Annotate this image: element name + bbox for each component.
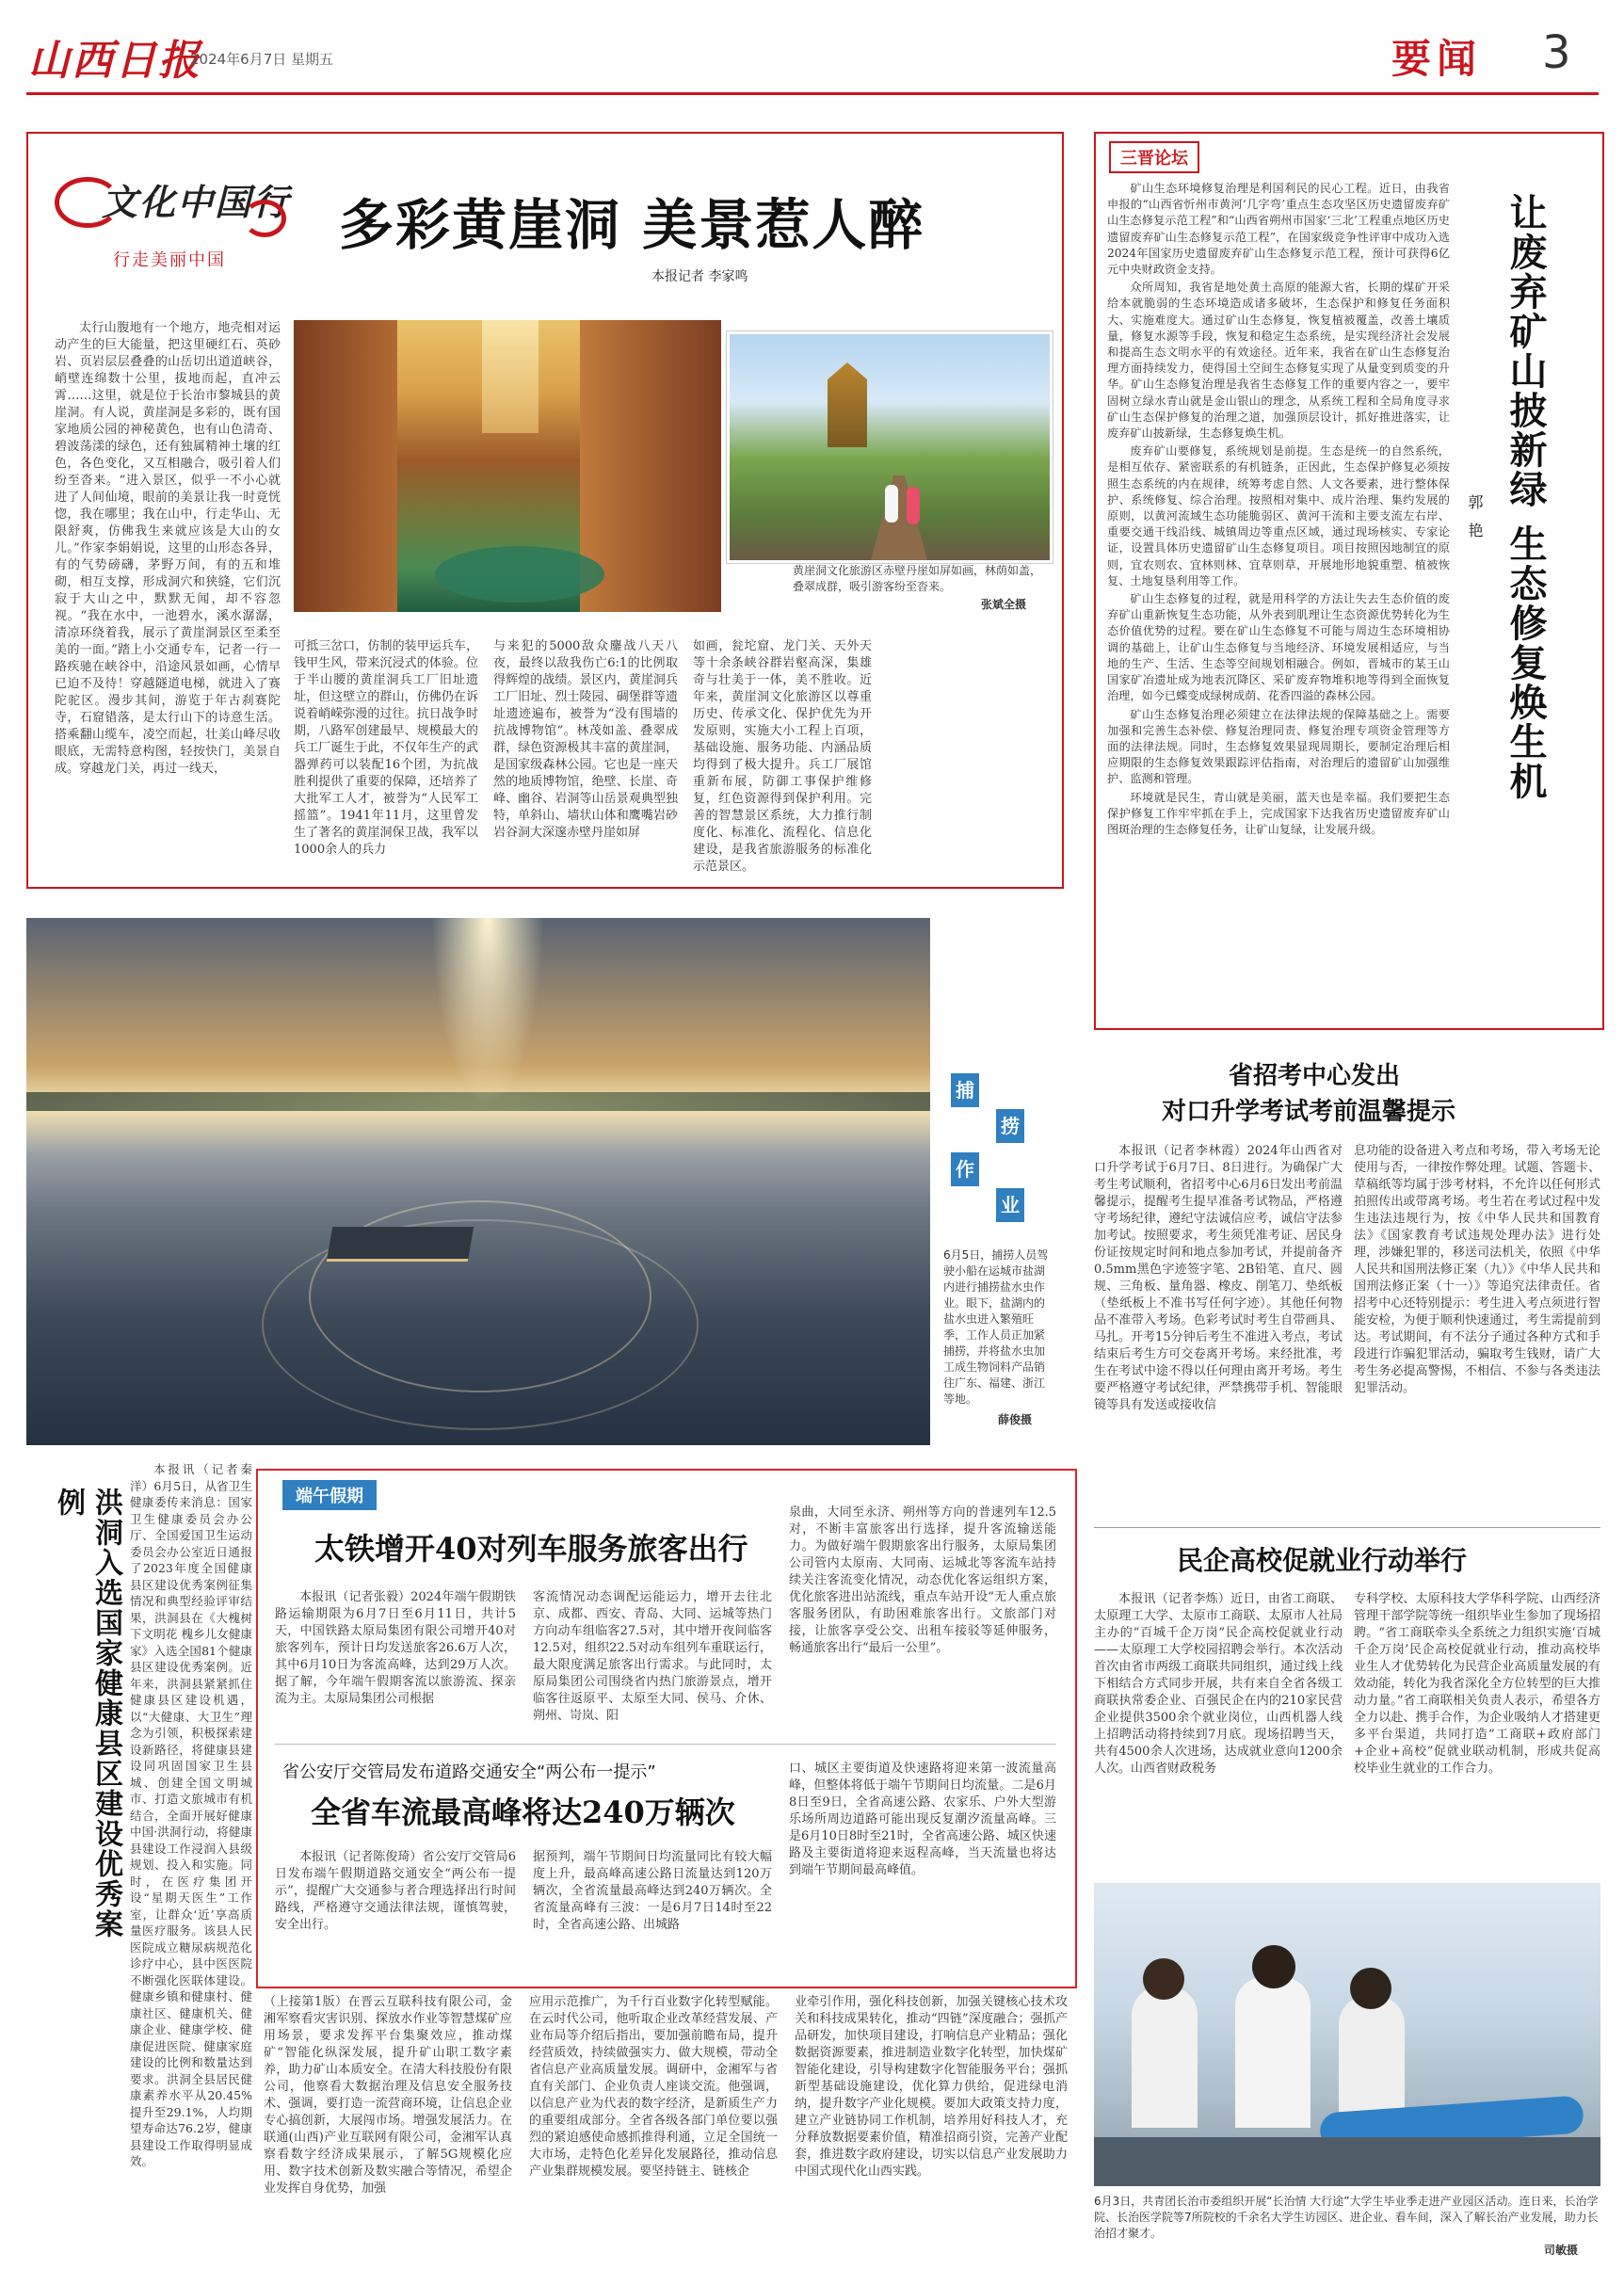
holiday-a2-subtitle: 省公安厅交管局发布道路交通安全“两公布一提示” [282,1762,656,1782]
feature-text-col2: 可抵三岔口，仿制的装甲运兵车，钱甲生风，带来沉浸式的体验。位于半山腰的黄崖洞兵工厂旧址遗址，但这壁立的群山，仿佛仍在诉说着峭嵘弥漫的过往。抗日战争时期，八路军创建最早、规模最大的兵工厂诞生于此，不仅年生产的武器弹药可以装配16个团，为抗战胜利提供了重要的保障，还培养了大批军工人才，被誉为“人民军工摇篮”。1941年11月，这里曾发生了著名的黄崖洞保卫战，我军以1000余人的兵力 [294,639,478,857]
jobs-photo-caption: 6月3日，共青团长治市委组织开展“长治情 大行途”大学生毕业季走进产业园区活动。连日来，长治学院、长治医学院等7所院校的千余名大学生访园区、进企业、看车间，深入了解长治产业发展，助力长治招才聚才。 [1094,2195,1599,2240]
masthead-rule [26,92,1599,95]
column-logo-text: 文化中国行 [102,181,291,223]
column-logo [55,160,299,282]
jobs-text-col1: 本报讯（记者李炼）近日，由省工商联、太原理工大学、太原市工商联、太原市人社局主办的“百城千企万岗”民企高校促就业行动——太原理工大学校园招聘会举行。本次活动首次由省市两级工商联共同组织，通过线上线下相结合方式同步开展，共有来自全省各级工商联执常委企业、百强民企在内的210家民营企业提供3500余个就业岗位，山西机器人线上招聘活动将持续到7月底。现场招聘当天，共有4500余人次进场，达成就业意向1200余人次。山西省财政税务 [1094,1592,1343,1776]
editorial-paragraph: 众所周知，我省是地处黄土高原的能源大省，长期的煤矿开采给本就脆弱的生态环境造成诸多破坏，生态保护和修复任务面积大、实施难度大。通过矿山生态修复，恢复植被覆盖，改善土壤质量，修复水源等手段，恢复和稳定生态系统，是实现经济社会发展和提高生态文明水平的有效途径。近年来，我省在矿山生态修复治理方面持续发力，使得国土空间生态修复实现了从量变到质变的升华。矿山生态修复治理是我省生态修复工作的重要内容之一，要牢固树立绿水青山就是金山银山的理念，从系统工程和全局角度寻求矿山生态保护修复的治理之道，加强顶层设计，抓好推进落实，让废弃矿山披新绿，生态修复焕生机。 [1107,281,1450,441]
holiday-a1-col1: 本报讯（记者张毅）2024年端午假期铁路运输期限为6月7日至6月11日，共计5天，中国铁路太原局集团有限公司增开40对旅客列车，预计日均发送旅客26.6万人次，其中6月10日为客流高峰，达到29万人次。据了解，今年端午假期客流以旅游流、探亲流为主。太原局集团公司根据 [275,1590,516,1706]
photo2-tag-char: 作 [951,1152,979,1186]
photo2-tag-char: 业 [996,1188,1024,1222]
feature-text-col3: 与来犯的5000敌众鏖战八天八夜，最终以敌我伤亡6:1的比例取得辉煌的战绩。景区内，黄崖洞兵工厂旧址、烈士陵园、碉堡群等遗址遗迹遍布，被誉为“没有围墙的抗战博物馆”。林茂如盖、叠翠成群，绿色资源极其丰富的黄崖洞，是国家级森林公园。它也是一座天然的地质博物馆，绝壁、长崖、奇峰、幽谷、岩洞等山岳景观典型独特，单斜山、墙状山体和鹰嘴岩砂岩谷洞大深邃赤壁丹崖如屏 [493,639,678,840]
column-subtitle: 行走美丽中国 [113,250,226,270]
holiday-a1-col3: 泉曲，大同至永济、朔州等方向的普速列车12.5对，不断丰富旅客出行选择，提升客流输送能力。为做好端午假期旅客出行服务，太原局集团公司管内太原南、大同南、运城北等客流车站持续关注客流变化情况，动态优化客运组织方案，优化旅客进出站流线，重点车站开设“无人重点旅客服务团队，有助困难旅客出行。文旅部门对接，让旅客享受公交、出租车接驳等延伸服务，畅通旅客出行“最后一公里”。 [789,1505,1056,1655]
holiday-a2-col2: 据预判，端午节期间日均流量同比有较大幅度上升，最高峰高速公路日流量达到120万辆次，全省流量最高峰达到240万辆次。全省流量高峰有三波：一是6月7日14时至22时，全省高速公路、出城路 [533,1850,772,1932]
jobs-photo-credit: 司敏摄 [1544,2244,1579,2257]
continued-col1: （上接第1版）在晋云互联科技有限公司，金湘军察看灾害识别、探放水作业等智慧煤矿应用场景，要求发挥平台集聚效应，推动煤矿“智能化纵深发展，提升矿山职工数字素养，助力矿山本质安全。在清大科技股份有限公司，他察看大数据治理及信息安全服务技术、强调，要打造一流营商环境，让信息企业专心搞创新，大展闯市场。增强发展活力。在联通(山西)产业互联网有限公司，金湘军认真察看数字经济成果展示，了解5G规模化应用、数字技术创新及数实融合等情况，希望企业发挥自身优势，加强 [264,1995,512,2196]
holiday-a2-col1: 本报讯（记者陈俊琦）省公安厅交管局6日发布端午假期道路交通安全“两公布一提示”，提醒广大交通参与者合理选择出行时间路线，严格遵守交通法律法规，谨慎驾驶，安全出行。 [275,1850,516,1932]
editorial-author: 郭艳 [1466,494,1484,551]
editorial-body [1107,181,1450,1014]
masthead-logo: 山西日报 [28,37,201,85]
editorial-paragraph: 矿山生态修复的过程，就是用科学的方法让失去生态价值的废弃矿山重新恢复生态功能，从外表到肌理让生态资源优势转化为生态价值优势的过程。要在矿山生态修复不可能与周边生态环境相协调的基础上，让矿山生态修复与当地经济、环境发展相适应，与当地的生产、生活、生态等空间规划相融合。例如，晋城市的某王山国家矿冶遗址成为地表沉降区、采矿废弃物堆积地等得到全面恢复治理，如今已蝶变成绿树成荫、花香四溢的森林公园。 [1107,592,1450,703]
holiday-a2-title: 全省车流最高峰将达240万辆次 [311,1794,735,1830]
feature-byline: 本报记者 李家鸣 [651,269,748,284]
temple-photo [727,331,1053,563]
exam-text-col1: 本报讯（记者李林霞）2024年山西省对口升学考试于6月7日、8日进行。为确保广大考生考试顺利，省招考中心6月6日发出考前温馨提示，提醒考生提早准备考试物品，严格遵守考场纪律，遵纪守法诚信应考，诚信守法参加考试。按照要求，考生须凭准考证、居民身份证按规定时间和地点参加考试，并提前备齐0.5mm黑色字迹签字笔、2B铅笔、直尺、圆规、三角板、量角器、橡皮、削笔刀、垫纸板（垫纸板上不准书写任何字迹）。其他任何物品不准带入考场。色彩考试时考生自带画具、马扎。开考15分钟后考生不准进入考点，考试结束后考生方可交卷离开考场。来经批准，考生在考试中途不得以任何理由离开考场。考生要严格遵守考试纪律，严禁携带手机、智能眼镜等具有发送或接收信 [1094,1144,1343,1412]
exam-title-line2: 对口升学考试考前温馨提示 [1162,1098,1456,1126]
students-photo [1094,1883,1600,2186]
editorial-title: 让废弃矿山披新绿 生态修复焕生机 [1503,193,1547,801]
holiday-divider [275,1744,1056,1745]
photo2-caption: 6月5日，捕捞人员驾驶小船在运城市盐湖内进行捕捞盐水虫作业。眼下，盐湖内的盐水虫进入繁殖旺季，工作人员正加紧捕捞，并将盐水虫加工成生物饲料产品销往广东、福建、浙江等地。 [943,1248,1049,1406]
editorial-paragraph: 矿山生态环境修复治理是利国利民的民心工程。近日，由我省申报的“山西省忻州市黄河‘几字弯’重点生态攻坚区历史遗留废弃矿山生态修复示范工程”和“山西省朔州市国家‘三北’工程重点地区历史遗留废弃矿山生态修复示范工程”，在国家级竞争性评审中成功入选2024年国家历史遗留废弃矿山生态修复示范工程，预计可获得6亿元中央财政资金支持。 [1107,182,1450,277]
feature-text-col1: 太行山腹地有一个地方，地壳相对运动产生的巨大能量，把这里硬红石、英砂岩、页岩层层叠叠的山岳切出道道峡谷，峭壁连绵数十公里，拔地而起，直冲云霄……这里，就是位于长治市黎城县的黄崖洞。有人说，黄崖洞是多彩的，既有国家地质公园的神秘黄色，也有山色清奇、碧波荡漾的绿色，还有独属精神土壤的红色，各色变化，又互相融合，吸引着人们纷至沓来。“进入景区，似乎一不小心就进了人间仙境，眼前的美景让我一时竟恍惚，我在哪里；我在山中，行走华山、无限舒爽，仿佛我生来就应该是大山的女儿。”作家李娟娟说，这里的山形态各异，有的气势磅礴，茅野万间，有的五和堆砌，相互支撑，形成洞穴和狭缝，它们沉寂于大山之中，默默无闻，却不容忽视。“我在水中，一池碧水，溪水潺潺，清凉环绕着我，展示了黄崖洞景区至柔至美的一面。”踏上小交通专车，记者一行一路疾驰在峡谷中，沿途风景如画，心情早已迫不及待！穿越隧道电梯，就进入了赛陀驼区。漫步其间，游览于年古刹赛陀寺，石窟错落，是太行山下的诗意生活。搭乘翻山缆车，凌空而起，壮美山峰尽收眼底，无需特意构图，轻按快门，美景自成。穿越龙门关，再过一线天， [55,321,281,776]
jobs-title: 民企高校促就业行动举行 [1177,1545,1468,1576]
editorial-tag [1109,141,1199,173]
photo2-tag-char: 捞 [996,1109,1024,1143]
feature-photo-credit: 张斌全摄 [981,598,1027,611]
holiday-tag-label: 端午假期 [296,1487,363,1506]
holiday-a2-col3: 口、城区主要街道及快速路将迎来第一波流量高峰，但整体将低于端午节期间日均流量。二是6月8日至9日，全省高速公路、农家乐、户外大型游乐场所周边道路可能出现反复潮汐流量高峰。三是6月10日8时至21时，全省高速公路、城区快速路及主要街道将迎来返程高峰，当天流量也将达到端午节期间最高峰值。 [789,1762,1056,1877]
continued-col3: 业牵引作用，强化科技创新，加强关键核心技术攻关和科技成果转化，推动“四链”深度融合；强抓产品研发，加快项目建设，打响信息产业精品；强化数据资源要素，推进制造业数字化转型，加快煤矿智能化建设，引导构建数字化智能服务平台；强抓新型基础设施建设，优化算力供给，促进绿电消纳，提升数字产业化规模。要加大政策支持力度，建立产业链协同工作机制，培养用好科技人才，充分释放数据要素价值，精准招商引资，完善产业配套，推进数字政府建设，切实以信息产业发展助力中国式现代化山西实践。 [795,1995,1068,2179]
masthead-date: 2024年6月7日 星期五 [190,51,334,68]
cloud-ornament-icon [243,200,286,237]
feature-empty-space [876,638,1045,857]
photo2-tag-char: 捕 [951,1073,979,1107]
editorial-paragraph: 废弃矿山要修复，系统规划是前提。生态是统一的自然系统，是相互依存、紧密联系的有机链条，正因此，生态保护修复必须按照生态系统的内在规律，统筹考虑自然、人文各要素，进行整体保护、系统修复、综合治理。按照相对集中、成片治理、集约发展的原则，以黄河流域生态功能脆弱区、黄河干流和主要支流左右岸、重要交通干线沿线、城镇周边等重点区域，通过现场核实、专家论证，设置具体历史遗留矿山生态修复项目。项目按照因地制宜的原则，宜农则农、宜林则林、宜草则草，开展地形地貌重塑、植被恢复、土地复垦利用等工作。 [1107,444,1450,587]
photo2-credit: 薛俊摄 [998,1413,1033,1426]
holiday-tag [282,1480,377,1510]
jobs-text-col2: 专科学校、太原科技大学华科学院、山西经济管理干部学院等统一组织毕业生参加了现场招聘。“省工商联牵头全系统之力组织实施‘百城千企万岗’民企高校促就业行动，推动高校毕业生人才优势转化为民营企业高质量发展的有效动能，转化为我省深化全方位转型的巨大推动力量。”省工商联相关负责人表示，希望各方全力以赴、携手合作，为企业吸纳人才搭建更多平台渠道，共同打造“工商联+政府部门+企业+高校”促就业联动机制，形成共促高校毕业生就业的工作合力。 [1354,1592,1600,1776]
feature-photo-caption: 黄崖洞文化旅游区赤壁丹崖如屏如画，林荫如盖，叠翠成群，吸引游客纷至沓来。 [793,564,1042,593]
boat-icon [327,1227,474,1262]
feature-title: 多彩黄崖洞 美景惹人醉 [339,193,925,257]
canyon-photo [294,320,721,612]
page-number: 3 [1542,26,1571,79]
salt-lake-photo [26,918,930,1445]
health-title: 洪洞入选国家健康县区建设优秀案例 [52,1488,122,1939]
exam-title-line1: 省招考中心发出 [1229,1062,1401,1090]
editorial-tag-label: 三晋论坛 [1120,149,1188,169]
feature-text-col4: 如画，瓮坨窟、龙门关、天外天等十余条峡谷群岩壑高深，集雄奇与壮美于一体，美不胜收。近年来，黄崖洞文化旅游区以尊重历史、传承文化、保护优先为开发原则，实施大小工程上百项，基础设施、服务功能、内涵品质均得到了极大提升。兵工厂展馆重新布展，防御工事保护维修复，红色资源得到保护利用。完善的智慧景区系统，大力推行制度化、标准化、流程化、信息化建设，是我省旅游服务的标准化示范景区。 [693,639,872,874]
exam-text-col2: 息功能的设备进入考点和考场，带入考场无论使用与否，一律按作弊处理。试题、答题卡、草稿纸等均属于涉考材料，不允许以任何形式拍照传出或带离考场。考生若在考试过程中发生违法违规行为，按《中华人民共和国教育法》《国家教育考试违规处理办法》进行处理，涉嫌犯罪的，移送司法机关，依照《中华人民共和国刑法修正案（九）》《中华人民共和国刑法修正案（十一）》等追究法律责任。省招考中心还特别提示：考生进入考点须进行智能安检，为便于顺利快速通过，考生需提前到达。考试期间，有不法分子通过各种方式和手段进行诈骗犯罪活动，骗取考生钱财，请广大考生务必提高警惕，不相信、不参与各类违法犯罪活动。 [1354,1144,1600,1395]
exam-divider [1094,1527,1600,1528]
editorial-paragraph: 环境就是民生，青山就是美丽，蓝天也是幸福。我们要把生态保护修复工作牢牢抓在手上，完成国家下达我省历史遗留废弃矿山图斑治理的生态修复任务，让矿山复绿，让发展升级。 [1107,790,1450,836]
holiday-a1-col2: 客流情况动态调配运能运力，增开去往北京、成都、西安、青岛、大同、运城等热门方向动车组临客27.5对，其中增开夜间临客12.5对，组织22.5对动车组列车重联运行，最大限度满足旅客出行需求。与此同时，太原局集团公司围绕省内热门旅游景点，增开临客往返原平、太原至大同、侯马、介休、朔州、岢岚、阳 [533,1590,772,1723]
photo2-tag [951,1073,1036,1233]
continued-col2: 应用示范推广，为千行百业数字化转型赋能。在云时代公司，他听取企业改革经营发展、产业布局等介绍后指出，要加强前瞻布局，提升经营质效，持续做强实力、做大规模，带动全省信息产业高质量发展。调研中，金湘军与省直有关部门、企业负责人座谈交流。他强调，以信息产业为代表的数字经济，是新质生产力的重要组成部分。全省各级各部门单位要以强烈的紧迫感使命感抓推得利通，立足全国统一大市场，走特色化差异化发展路径，推动信息产业集群规模发展。要坚持链主、链核企 [529,1995,778,2179]
holiday-a1-title: 太铁增开40对列车服务旅客出行 [314,1531,748,1567]
health-body: 本报讯（记者秦洋）6月5日，从省卫生健康委传来消息：国家卫生健康委员会办公厅、全国爱国卫生运动委员会办公室近日通报了2023年度全国健康县区建设优秀案例征集情况和典型经验评审结果，洪洞县在《大槐树下文明花 槐乡儿女健康家》入选全国81个健康县区建设优秀案例。近年来，洪洞县紧紧抓住健康县区建设机遇，以“大健康、大卫生”理念为引领，积极探索建设新路径，将健康县建设同巩固国家卫生县城、创建全国文明城市、打造文旅城市有机结合，全面开展好健康中国·洪洞行动，将健康县建设工作浸润入县级规划、投入和实施。同时，在医疗集团开设“星期天医生”工作室，让群众‘近’享高质量医疗服务。该县人民医院成立糖尿病规范化诊疗中心，县中医医院不断强化医联体建设。健康乡镇和健康村、健康社区、健康机关、健康企业、健康学校、健康促进医院、健康家庭建设的比例和数量达到要求。洪洞全县居民健康素养水平从20.45%提升至29.1%，人均期望寿命达76.2岁，健康县建设工作取得明显成效。 [130,1462,252,2168]
editorial-paragraph: 矿山生态修复治理必须建立在法律法规的保障基础之上。需要加强和完善生态补偿、修复治理同责、修复治理专项资金管理等方面的法律法规。同时，生态修复效果显现周期长，要制定治理后相应期限的生态修复效果跟踪评估指南，对治理后的遗留矿山加强维护、监测和管理。 [1107,707,1450,786]
section-name: 要闻 [1391,36,1483,82]
